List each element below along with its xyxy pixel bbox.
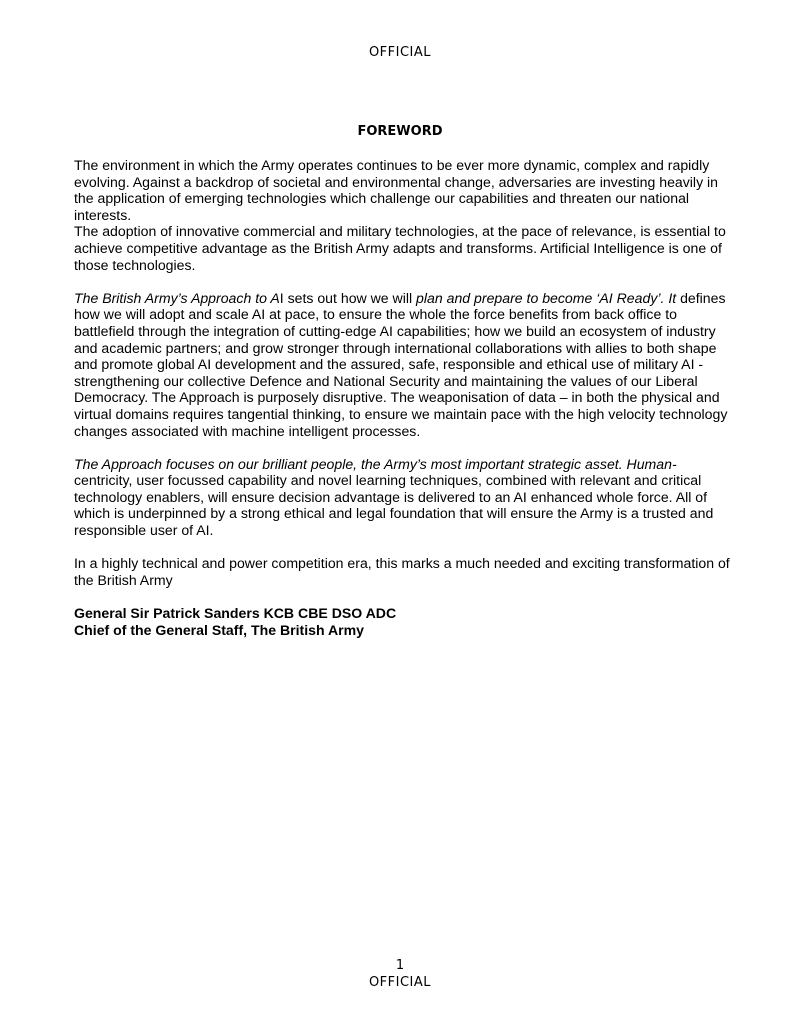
paragraph-3-italic-a: The British Army’s Approach to A	[74, 289, 280, 306]
paragraph-5: In a highly technical and power competition era, this marks a much needed and exciting transformation of the British Army	[74, 555, 730, 588]
paragraph-2: The adoption of innovative commercial and military technologies, at the pace of relevance, is essential to achieve competitive advantage as the British Army adapts and transforms. Artificial Intelligence is one of those technologies.	[74, 223, 726, 273]
paragraph-1: The environment in which the Army operates continues to be ever more dynamic, complex and rapidly evolving. Against a backdrop of societal and environmental change, adversaries are investing heavily in the application of emerging technologies which challenge our capabilities and threaten our national interests.	[74, 157, 718, 223]
footer-classification-marking: OFFICIAL	[368, 975, 432, 990]
paragraph-4-italic: The Approach focuses on our brilliant people, the Army’s most important strategic asset. Human-	[74, 455, 677, 472]
foreword-body	[74, 157, 730, 638]
paragraph-3-normal-b: defines how we will adopt and scale AI at pace, to ensure the whole the force benefits from back office to battlefield through the integration of cutting-edge AI capabilities; how we build an ecosystem of industry and academic partners; and grow stronger through international collaborations with allies to both shape and promote global AI development and the assured, safe, responsible and ethical use of military AI - strengthening our collective Defence and National Security and maintaining the values of our Liberal Democracy. The Approach is purposely disruptive. The weaponisation of data – in both the physical and virtual domains requires tangential thinking, to ensure we maintain pace with the high velocity technology changes associated with machine intelligent processes.	[74, 289, 728, 439]
signature-name: General Sir Patrick Sanders KCB CBE DSO ADC	[74, 605, 397, 622]
paragraph-4-normal: centricity, user focussed capability and novel learning techniques, combined with relevant and critical technology enablers, will ensure decision advantage is delivered to an AI enhanced whole force. All of which is underpinned by a strong ethical and legal foundation that will ensure the Army is a trusted and responsible user of AI.	[74, 472, 714, 539]
paragraph-3-normal-a: I sets out how we will	[279, 289, 417, 306]
signature-block	[74, 605, 730, 638]
paragraph-4	[74, 456, 730, 539]
header-classification-marking: OFFICIAL	[368, 45, 432, 60]
page-title: FOREWORD	[357, 124, 443, 139]
page-number: 1	[395, 958, 405, 973]
paragraph-3	[74, 290, 730, 439]
paragraph-3-italic-b: plan and prepare to become ‘AI Ready’. It	[416, 289, 677, 306]
signature-title: Chief of the General Staff, The British Army	[74, 621, 365, 638]
